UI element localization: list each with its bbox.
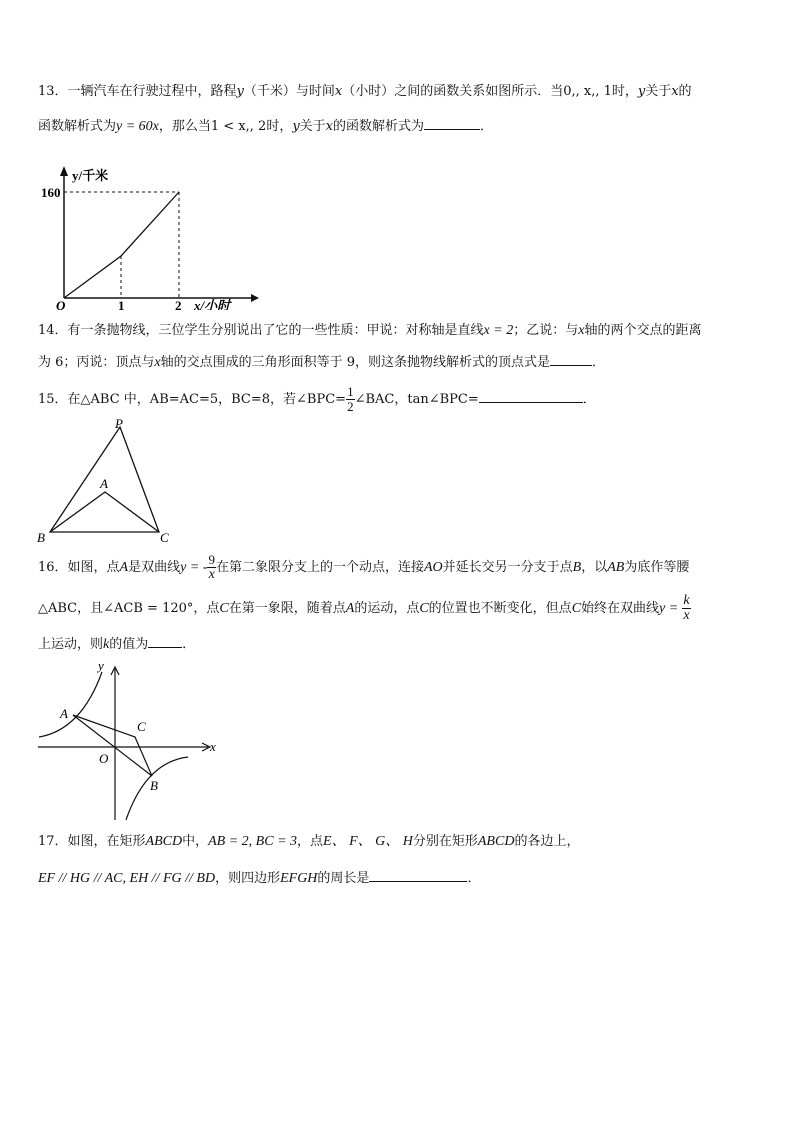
q16-text-b: 是双曲线: [128, 560, 181, 575]
q16-text-d: 并延长交另一分支于点: [442, 560, 573, 575]
q17-text-f: ，则四边形: [215, 871, 281, 886]
q16-line2: [38, 594, 691, 624]
q14-x-var: x: [578, 323, 585, 338]
q13-y-tick-160: 160: [41, 185, 61, 200]
q16-period: ．: [182, 637, 196, 652]
q15-period: ．: [582, 392, 596, 407]
q14-period: ．: [592, 355, 606, 370]
q14-x-var-2: x: [154, 355, 161, 370]
q16-text-j: 的位置也不断变化，但点: [428, 601, 572, 616]
q17-text-e: 的各边上，: [514, 834, 580, 849]
q17-line1: [38, 833, 579, 851]
q16-ao: AO: [423, 560, 443, 575]
q15-label-p: P: [115, 416, 123, 431]
q14-text-a: 14．有一条抛物线，三位学生分别说出了它的一些性质：甲说：对称轴是直线: [38, 323, 484, 338]
q15-frac-den: 2: [347, 399, 354, 414]
q14-text-d: 为 6；丙说：顶点与: [38, 355, 155, 370]
q16-text-i: 的运动，点: [354, 601, 420, 616]
q16-label-c: C: [137, 719, 146, 734]
q16-point-c-2: C: [419, 601, 429, 616]
q16-y-label: y: [98, 660, 104, 673]
q13-x-arrow-icon: [251, 294, 259, 302]
q14-equation: x = 2: [483, 323, 514, 338]
q17-condition: AB = 2, BC = 3: [208, 834, 298, 849]
q17-abcd-2: ABCD: [477, 834, 515, 849]
q16-frac2-num: k: [683, 593, 690, 608]
q16-x-label: x: [210, 739, 216, 754]
q13-y-label: y/千米: [72, 168, 109, 183]
q15-label-a: A: [100, 476, 108, 491]
q16-point-c: C: [219, 601, 229, 616]
q13-x-label: x/小时: [194, 298, 231, 310]
q16-origin-label: O: [99, 751, 109, 766]
q16-figure: [36, 660, 226, 826]
q13-y-arrow-icon: [60, 166, 68, 176]
q17-text-g: 的周长是: [317, 871, 370, 886]
q17-abcd: ABCD: [145, 834, 183, 849]
q15-line: [38, 385, 596, 415]
q16-label-b: B: [150, 778, 158, 793]
q13-text-b: ，那么当1 < x,, 2时，𝑦关于𝑥的函数解析式为: [158, 119, 424, 134]
q15-fraction: [346, 385, 355, 414]
q13-period: ．: [480, 119, 494, 134]
q16-fraction: [207, 553, 216, 582]
q16-text-a: 16．如图，点: [38, 560, 120, 575]
q13-origin-label: O: [56, 298, 66, 310]
q16-ab: AB: [607, 560, 625, 575]
q13-figure: [36, 160, 266, 314]
q17-parallel-condition: EF // HG // AC, EH // FG // BD: [38, 871, 216, 886]
q16-line1: [38, 553, 689, 583]
q13-text-a: 函数解析式为: [38, 119, 117, 134]
q16-text-g: △ABC，且∠ACB = 120°，点: [38, 601, 220, 616]
q13-x-tick-1: 1: [118, 298, 125, 310]
q16-point-a: A: [119, 560, 129, 575]
q16-point-a-2: A: [345, 601, 355, 616]
q16-frac2-den: x: [683, 608, 690, 623]
q17-text-d: 分别在矩形: [412, 834, 478, 849]
q15-frac-num: 1: [347, 384, 354, 399]
q14-text-b: ；乙说：与: [513, 323, 579, 338]
q14-text-c: 轴的两个交点的距离: [584, 323, 702, 338]
q16-text-l: 上运动，则: [38, 637, 104, 652]
q16-text-k: 始终在双曲线: [581, 601, 660, 616]
q16-text-h: 在第一象限，随着点: [228, 601, 346, 616]
q13-answer-blank[interactable]: [424, 117, 480, 130]
q13-line1: 13．一辆汽车在行驶过程中，路程𝑦（千米）与时间𝑥（小时）之间的函数关系如图所示．当0,, x,, 1时，𝑦关于𝑥的: [38, 84, 692, 99]
q17-answer-blank[interactable]: [369, 869, 467, 882]
q16-text-f: 为底作等腰: [624, 560, 690, 575]
q16-eq2-lhs: y =: [659, 601, 679, 616]
q17-points: E、 F、 G、 H: [323, 834, 413, 849]
q16-answer-blank[interactable]: [148, 635, 182, 648]
q15-text-b: ∠BAC，tan∠BPC=: [354, 392, 479, 407]
q14-answer-blank[interactable]: [550, 353, 592, 366]
q16-line3: [38, 635, 195, 654]
q13-line2: [38, 117, 493, 136]
q15-figure: [34, 415, 184, 549]
q17-efgh: EFGH: [280, 871, 318, 886]
q16-label-a: A: [60, 706, 68, 721]
q15-label-c: C: [160, 530, 169, 545]
q13-x-tick-2: 2: [175, 298, 182, 310]
q15-answer-blank[interactable]: [479, 390, 583, 403]
q15-triangle-abc: [50, 492, 159, 532]
q16-eq-lhs: y = -: [180, 560, 208, 575]
q14-line2: [38, 353, 605, 372]
q16-frac-den: x: [208, 567, 215, 582]
q16-text-e: ，以: [581, 560, 608, 575]
q16-text-m: 的值为: [109, 637, 149, 652]
q16-point-b: B: [572, 560, 582, 575]
q16-text-c: 在第二象限分支上的一个动点，连接: [215, 560, 424, 575]
q15-text-a: 15．在△ABC 中，AB=AC=5，BC=8，若∠BPC=: [38, 392, 347, 407]
q17-text-a: 17．如图，在矩形: [38, 834, 146, 849]
q17-line2: [38, 869, 480, 888]
q16-k: k: [103, 637, 110, 652]
q17-period: ．: [467, 871, 481, 886]
q15-label-b: B: [37, 530, 45, 545]
q14-text-e: 轴的交点围成的三角形面积等于 9，则这条抛物线解析式的顶点式是: [160, 355, 551, 370]
q16-hyperbola-branch-left: [39, 672, 102, 737]
q16-frac-num: 9: [208, 552, 215, 567]
q16-point-c-3: C: [571, 601, 582, 616]
q13-equation: y = 60x: [116, 119, 159, 134]
q14-line1: [38, 322, 701, 340]
q17-text-b: 中，: [182, 834, 209, 849]
q16-fraction-2: [682, 594, 690, 623]
q17-text-c: ，点: [297, 834, 324, 849]
